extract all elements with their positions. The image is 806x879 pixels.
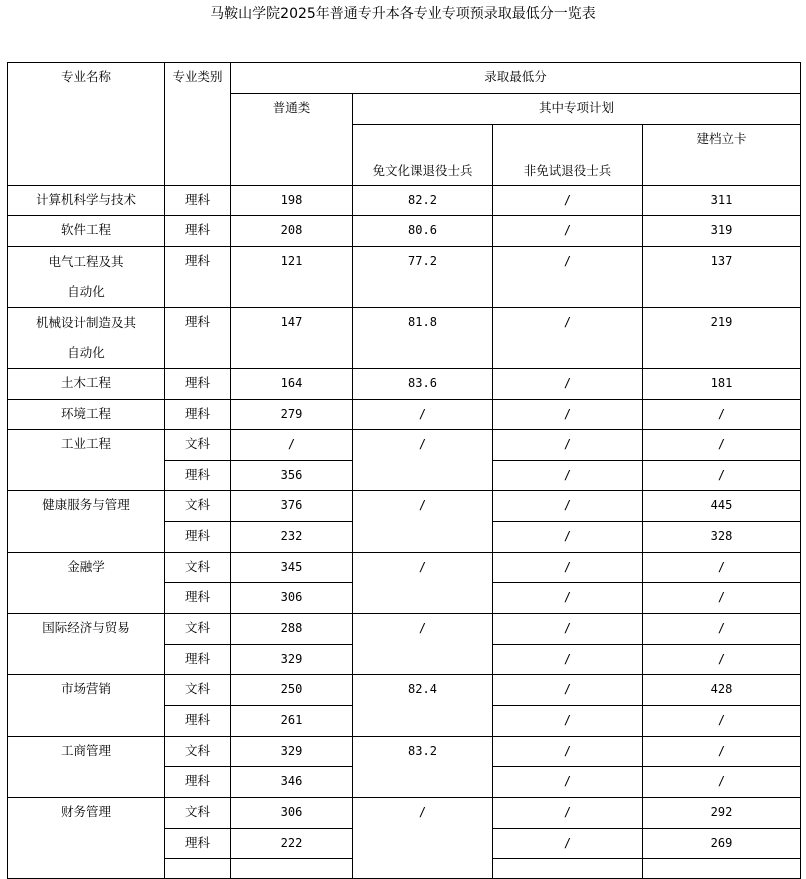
major-type: 理科 [165, 829, 231, 859]
exempt-score: 81.8 [353, 308, 493, 369]
nonexempt-score: / [493, 430, 643, 461]
regular-score: 288 [231, 614, 353, 645]
header-row-1 [8, 63, 801, 94]
regular-score: 345 [231, 553, 353, 583]
nonexempt-score: / [493, 247, 643, 308]
major-type: 文科 [165, 675, 231, 706]
nonexempt-score: / [493, 553, 643, 583]
table-row [8, 369, 801, 400]
major-type: 文科 [165, 430, 231, 461]
regular-score: 232 [231, 522, 353, 553]
regular-score: 261 [231, 706, 353, 737]
nonexempt-score: / [493, 522, 643, 553]
nonexempt-score: / [493, 216, 643, 247]
exempt-score: 80.6 [353, 216, 493, 247]
major-name: 软件工程 [8, 216, 165, 247]
nonexempt-score: / [493, 308, 643, 369]
major-type: 理科 [165, 461, 231, 491]
exempt-score: / [353, 430, 493, 491]
table-row [8, 186, 801, 216]
poverty-score: / [643, 737, 801, 767]
regular-score: 198 [231, 186, 353, 216]
major-name: 工业工程 [8, 430, 165, 491]
table-row [8, 400, 801, 430]
admission-score-table [7, 62, 801, 879]
nonexempt-score: / [493, 461, 643, 491]
table-row [8, 216, 801, 247]
major-name: 市场营销 [8, 675, 165, 737]
header-category: 专业类别 [165, 63, 231, 186]
poverty-score: / [643, 706, 801, 737]
nonexempt-score: / [493, 583, 643, 614]
major-type: 文科 [165, 553, 231, 583]
nonexempt-score: / [493, 767, 643, 798]
nonexempt-score: / [493, 645, 643, 675]
header-poverty: 建档立卡 [643, 125, 801, 155]
exempt-score: / [353, 553, 493, 614]
major-name: 机械设计制造及其 自动化 [8, 308, 165, 369]
exempt-score: 82.4 [353, 675, 493, 737]
regular-score: 329 [231, 737, 353, 767]
nonexempt-score: / [493, 829, 643, 859]
regular-score: 329 [231, 645, 353, 675]
major-name: 电气工程及其 自动化 [8, 247, 165, 308]
major-type: 理科 [165, 645, 231, 675]
regular-score: 208 [231, 216, 353, 247]
major-type: 文科 [165, 614, 231, 645]
nonexempt-score: / [493, 400, 643, 430]
major-type: 文科 [165, 491, 231, 522]
nonexempt-score: / [493, 706, 643, 737]
header-veteran-nonexempt: 非免试退役士兵 [493, 125, 643, 186]
poverty-score: / [643, 614, 801, 645]
major-name: 金融学 [8, 553, 165, 614]
regular-score: 250 [231, 675, 353, 706]
poverty-score: 428 [643, 675, 801, 706]
nonexempt-score: / [493, 737, 643, 767]
poverty-score: 445 [643, 491, 801, 522]
regular-score: / [231, 430, 353, 461]
nonexempt-score: / [493, 614, 643, 645]
header-major: 专业名称 [8, 63, 165, 186]
major-name: 环境工程 [8, 400, 165, 430]
regular-score: 222 [231, 829, 353, 859]
nonexempt-score: / [493, 491, 643, 522]
poverty-score: 137 [643, 247, 801, 308]
poverty-score: / [643, 461, 801, 491]
header-poverty-spacer [643, 155, 801, 186]
major-type: 理科 [165, 369, 231, 400]
regular-score: 164 [231, 369, 353, 400]
header-veteran-exempt: 免文化课退役士兵 [353, 125, 493, 186]
regular-score: 376 [231, 491, 353, 522]
major-type: 理科 [165, 186, 231, 216]
table-row [8, 491, 801, 522]
poverty-score: 311 [643, 186, 801, 216]
exempt-score: 83.6 [353, 369, 493, 400]
regular-score: 346 [231, 767, 353, 798]
major-name: 财务管理 [8, 798, 165, 879]
poverty-score: 219 [643, 308, 801, 369]
exempt-score: / [353, 400, 493, 430]
header-min-score: 录取最低分 [231, 63, 801, 94]
regular-score: 306 [231, 798, 353, 829]
exempt-score: 82.2 [353, 186, 493, 216]
regular-score: 147 [231, 308, 353, 369]
major-type: 文科 [165, 737, 231, 767]
nonexempt-score: / [493, 186, 643, 216]
nonexempt-score: / [493, 369, 643, 400]
major-name: 健康服务与管理 [8, 491, 165, 553]
regular-score: 306 [231, 583, 353, 614]
major-type: 理科 [165, 583, 231, 614]
major-type: 理科 [165, 400, 231, 430]
table-row [8, 430, 801, 461]
major-type: 理科 [165, 308, 231, 369]
poverty-score: / [643, 583, 801, 614]
major-type: 文科 [165, 798, 231, 829]
regular-score: 121 [231, 247, 353, 308]
header-special-plan: 其中专项计划 [353, 94, 801, 125]
nonexempt-score: / [493, 798, 643, 829]
poverty-score: 181 [643, 369, 801, 400]
nonexempt-score: / [493, 675, 643, 706]
exempt-score: 77.2 [353, 247, 493, 308]
poverty-score: / [643, 553, 801, 583]
header-regular: 普通类 [231, 94, 353, 186]
exempt-score: / [353, 798, 493, 879]
table-row [8, 308, 801, 369]
poverty-score: 292 [643, 798, 801, 829]
major-name: 国际经济与贸易 [8, 614, 165, 675]
exempt-score: / [353, 491, 493, 553]
poverty-score: 319 [643, 216, 801, 247]
poverty-score: / [643, 430, 801, 461]
major-name: 工商管理 [8, 737, 165, 798]
table-row [8, 614, 801, 645]
table-row [8, 798, 801, 829]
poverty-score: 269 [643, 829, 801, 859]
exempt-score: / [353, 614, 493, 675]
regular-score: 279 [231, 400, 353, 430]
major-type: 理科 [165, 706, 231, 737]
major-type: 理科 [165, 216, 231, 247]
regular-score: 356 [231, 461, 353, 491]
poverty-score: / [643, 645, 801, 675]
poverty-score: 328 [643, 522, 801, 553]
table-row [8, 553, 801, 583]
poverty-score: / [643, 400, 801, 430]
table-row [8, 247, 801, 308]
major-name: 土木工程 [8, 369, 165, 400]
exempt-score: 83.2 [353, 737, 493, 798]
major-type: 理科 [165, 767, 231, 798]
major-type: 理科 [165, 522, 231, 553]
major-type: 理科 [165, 247, 231, 308]
table-row [8, 737, 801, 767]
page-title: 马鞍山学院2025年普通专升本各专业专项预录取最低分一览表 [210, 6, 596, 22]
poverty-score: / [643, 767, 801, 798]
table-row [8, 675, 801, 706]
major-name: 计算机科学与技术 [8, 186, 165, 216]
